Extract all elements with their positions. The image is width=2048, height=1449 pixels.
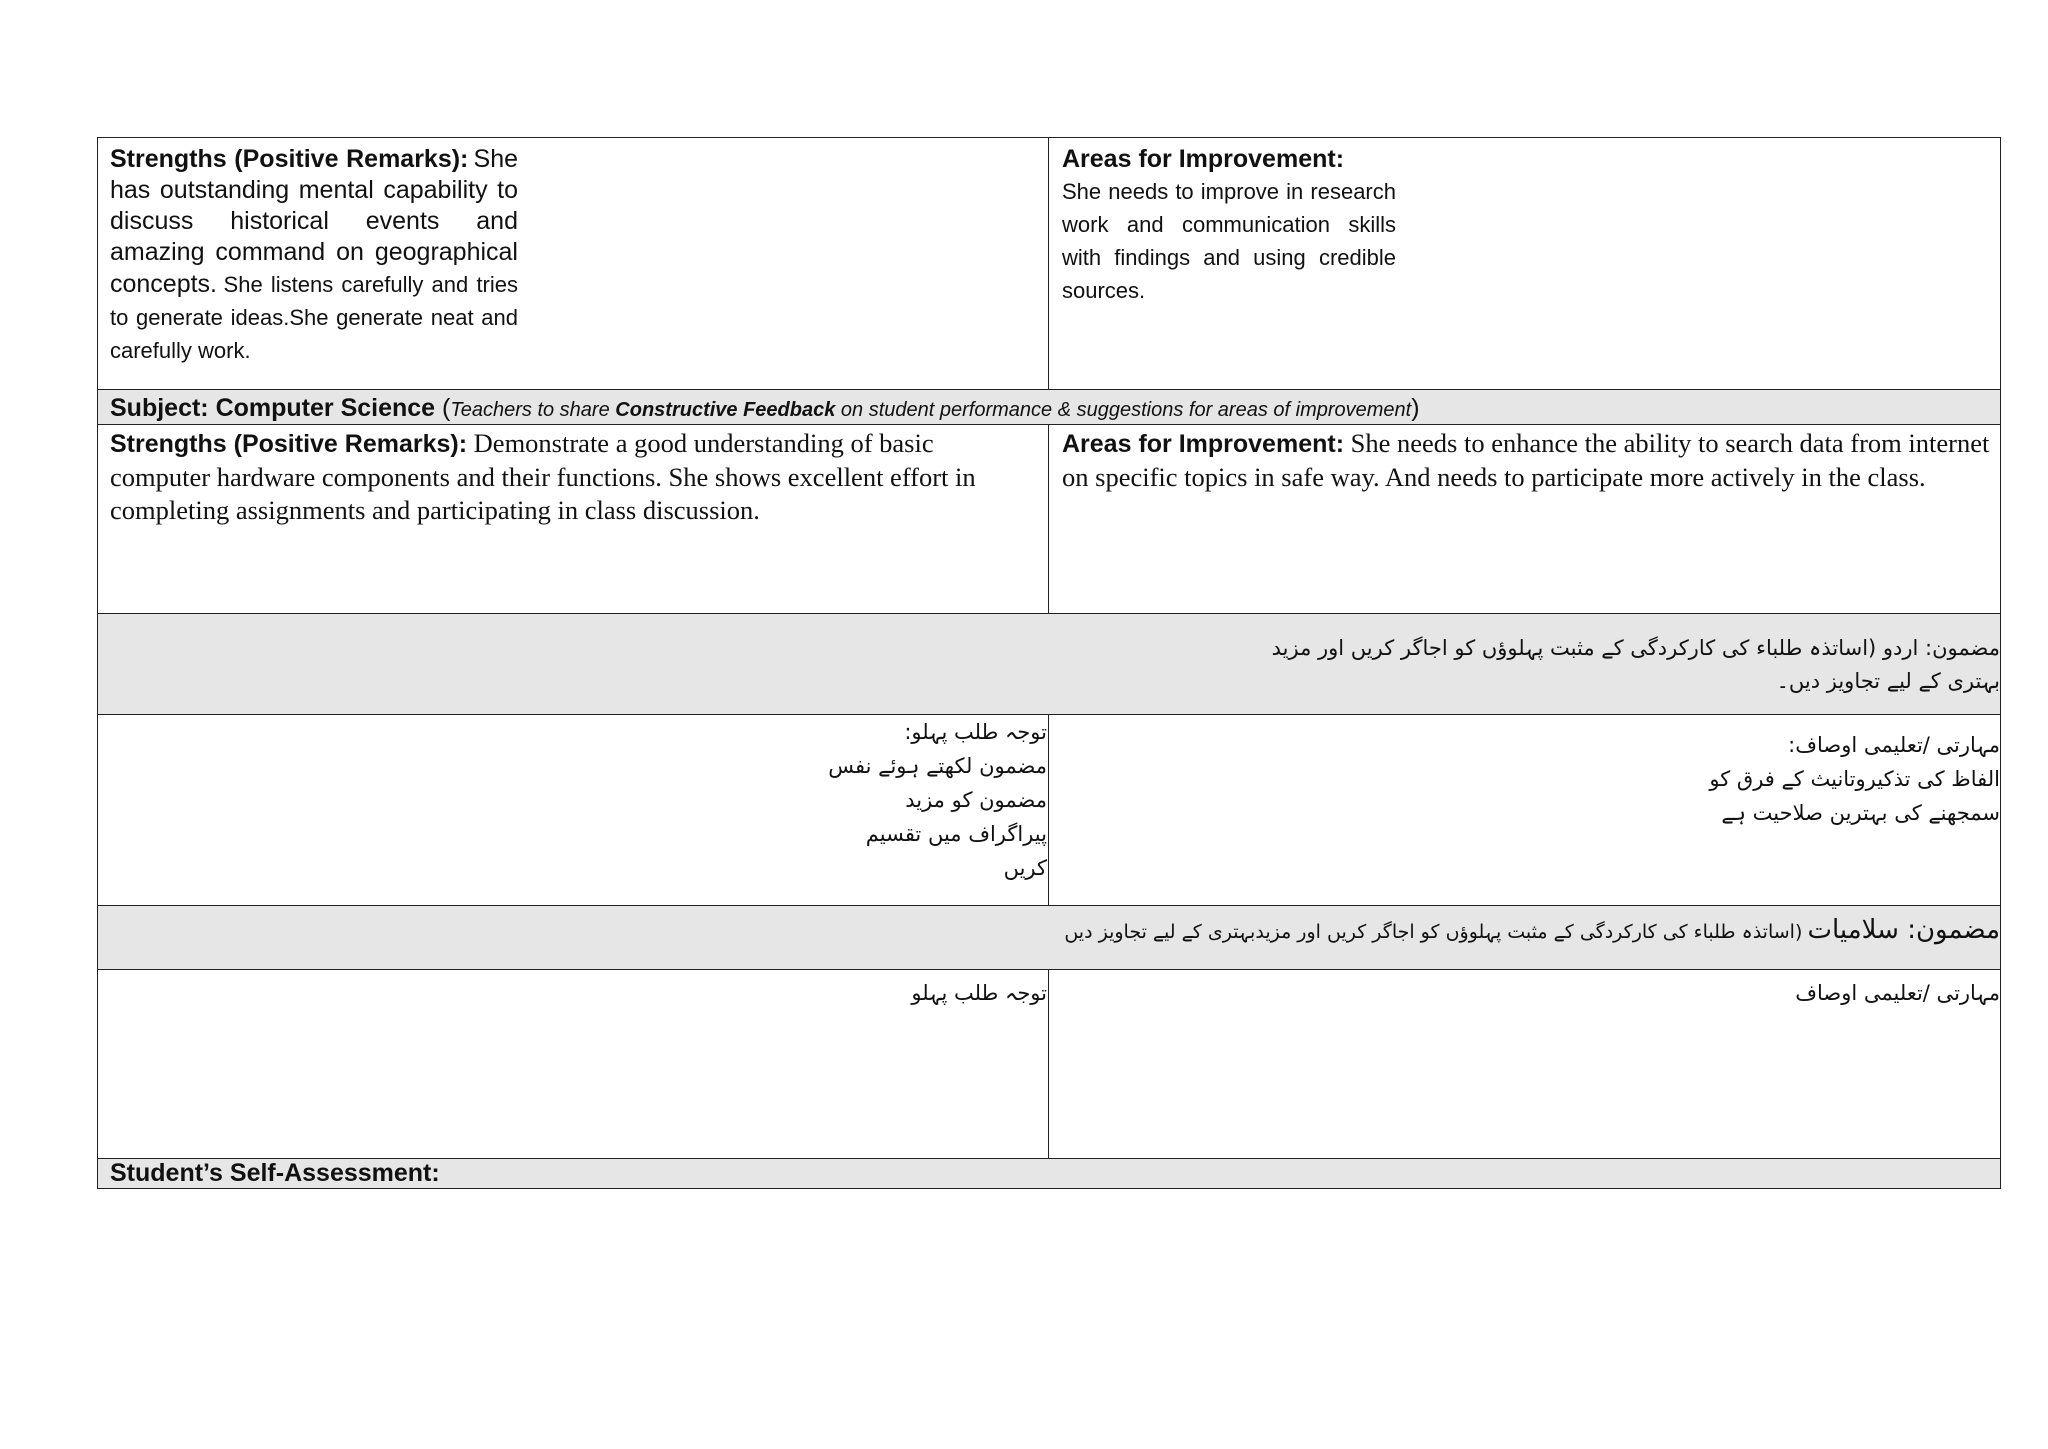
urdu-skills-heading: مہارتی /تعلیمی اوصاف: — [1788, 733, 2000, 757]
urdu-header-line2: بہتری کے لیے تجاویز دیں۔ — [1776, 669, 2000, 693]
urdu-header-line1: مضمون: اردو (اساتذہ طلباء کی کارکردگی کے مثبت پہلوؤں کو اجاگر کریں اور مزید — [1271, 636, 2000, 660]
islamiyat-subject-header — [940, 906, 2000, 968]
self-assessment-label: Student’s Self-Assessment: — [110, 1159, 440, 1187]
cs-subject-header — [110, 393, 1990, 423]
column-divider — [1048, 714, 1049, 906]
strengths-text: She has outstanding mental capability to discuss historical events and amazing command on geographical concepts. — [110, 145, 518, 298]
cs-improvement-cell — [1062, 427, 1992, 607]
cs-strengths-cell — [110, 427, 1040, 607]
cs-open-paren: ( — [435, 394, 451, 422]
cs-instruction: Teachers to share — [450, 399, 616, 421]
urdu-skills-text: الفاظ کی تذکیروتانیث کے فرق کو سمجھنے کی بہترین صلاحیت ہے — [1709, 767, 2000, 825]
cs-strengths-text: Demonstrate a good understanding of basic computer hardware components and their functions. She shows excellent effort in completing assignments and participating in class discussion. — [110, 428, 976, 525]
islamiyat-attention-heading: توجہ طلب پہلو — [911, 981, 1047, 1005]
urdu-attention-cell — [820, 715, 1047, 885]
islamiyat-skills-heading: مہارتی /تعلیمی اوصاف — [1795, 981, 2000, 1005]
cs-subject-label: Subject: Computer Science — [110, 394, 436, 422]
improvement-text: She needs to improve in research work and communication skills with findings and using credible sources. — [1062, 179, 1396, 303]
improvement-heading: Areas for Improvement: — [1062, 145, 1345, 173]
cs-improvement-heading: Areas for Improvement: — [1062, 430, 1345, 458]
cs-close-paren: ) — [1411, 394, 1420, 422]
row-divider — [97, 424, 2001, 425]
history-improvement-cell — [1062, 144, 1396, 374]
urdu-skills-cell — [1700, 728, 2000, 898]
row-divider — [97, 714, 2001, 715]
strengths-heading: Strengths (Positive Remarks): — [110, 145, 469, 173]
cs-instruction-rest: on student performance & suggestions for areas of improvement — [835, 399, 1412, 421]
urdu-attention-text: مضمون لکھتے ہوئے نفس مضمون کو مزید پیراگراف میں تقسیم کریں — [828, 754, 1047, 880]
islamiyat-header-text: (اساتذہ طلباء کی کارکردگی کے مثبت پہلوؤں کو اجاگر کریں اور مزیدبہتری کے لیے تجاویز دیں — [1064, 921, 1803, 943]
urdu-attention-heading: توجہ طلب پہلو: — [904, 720, 1047, 744]
column-divider — [1048, 969, 1049, 1159]
islamiyat-subject-label: مضمون: سلامیات — [1807, 915, 2000, 945]
column-divider — [1048, 424, 1049, 614]
islamiyat-skills-cell — [1700, 976, 2000, 1146]
islamiyat-attention-cell — [840, 976, 1047, 1146]
history-strengths-cell — [110, 144, 518, 388]
column-divider — [1048, 137, 1049, 390]
cs-instruction-bold: Constructive Feedback — [615, 399, 836, 421]
cs-strengths-heading: Strengths (Positive Remarks): — [110, 430, 468, 458]
row-divider — [97, 613, 2001, 614]
urdu-subject-header — [1000, 632, 2000, 706]
row-divider — [97, 969, 2001, 970]
row-divider — [97, 389, 2001, 390]
strengths-text-continued: She listens carefully and tries to generate ideas.She generate neat and carefully work. — [110, 272, 518, 363]
cs-improvement-text: She needs to enhance the ability to search data from internet on specific topics in safe way. And needs to participate more actively in the class. — [1062, 428, 1990, 492]
